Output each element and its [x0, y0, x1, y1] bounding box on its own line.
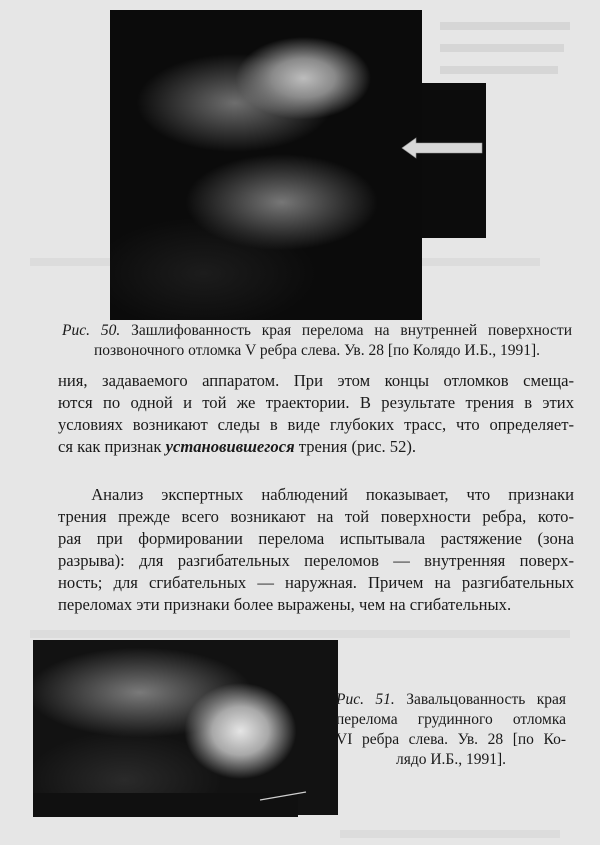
figure-51-photo	[33, 640, 338, 815]
paragraph-1-line	[58, 436, 574, 458]
figure-51-caption-text-2: перелома грудинного отломка	[336, 711, 566, 728]
bleed-through-line	[440, 66, 558, 74]
paragraph-1-text: трения (рис. 52).	[294, 437, 417, 456]
figure-50-label: Рис. 50.	[62, 322, 121, 339]
paragraph-2-line: Анализ экспертных наблюдений показывает, что признаки	[91, 485, 574, 504]
paragraph-1-line: ются по одной и той же траектории. В результате трения в этих	[58, 393, 574, 412]
bleed-through-line	[440, 22, 570, 30]
bleed-through-line	[440, 44, 564, 52]
pointer-line-icon	[258, 790, 308, 802]
paragraph-2-line: рая при формировании перелома испытывала растяжение (зона	[58, 529, 574, 548]
figure-51-caption-text-3: VI ребра слева. Ув. 28 [по Ко-	[336, 731, 566, 748]
paragraph-1-line: условиях возникают следы в виде глубоких трасс, что определяет-	[58, 415, 574, 434]
figure-50-caption-text-2: позвоночного отломка V ребра слева. Ув. 28 [по Колядо И.Б., 1991].	[93, 342, 541, 359]
bleed-through-line	[30, 630, 570, 638]
emphasis-term: установившегося	[165, 437, 295, 456]
figure-50-caption-text-1: Зашлифованность края перелома на внутренней поверхности	[131, 322, 573, 339]
figure-50-scale-panel	[422, 83, 486, 238]
arrow-pointer-icon	[400, 136, 484, 160]
bleed-through-line	[340, 830, 560, 838]
figure-50-caption	[62, 321, 572, 361]
paragraph-1-line: ния, задаваемого аппаратом. При этом концы отломков смеща-	[58, 371, 574, 390]
paragraph-1	[58, 370, 574, 458]
figure-51-caption-text-4: лядо И.Б., 1991].	[395, 751, 506, 768]
figure-51-caption-line	[336, 690, 566, 710]
paragraph-2-line: разрыва): для разгибательных переломов — внутренняя поверх-	[58, 551, 574, 570]
paragraph-1-text: ся как признак	[58, 437, 166, 456]
paragraph-2-line: ность; для сгибательных — наружная. Причем на разгибательных	[58, 573, 574, 592]
figure-51-label: Рис. 51.	[336, 691, 395, 708]
paragraph-2-line: переломах эти признаки более выражены, чем на сгибательных.	[58, 595, 512, 614]
figure-51-caption-text-1: Завальцованность края	[406, 691, 567, 708]
figure-50-photo	[110, 10, 422, 320]
paragraph-2	[58, 484, 574, 616]
paragraph-2-line: трения прежде всего возникают на той поверхности ребра, кото-	[58, 507, 574, 526]
figure-51-caption	[336, 690, 566, 770]
